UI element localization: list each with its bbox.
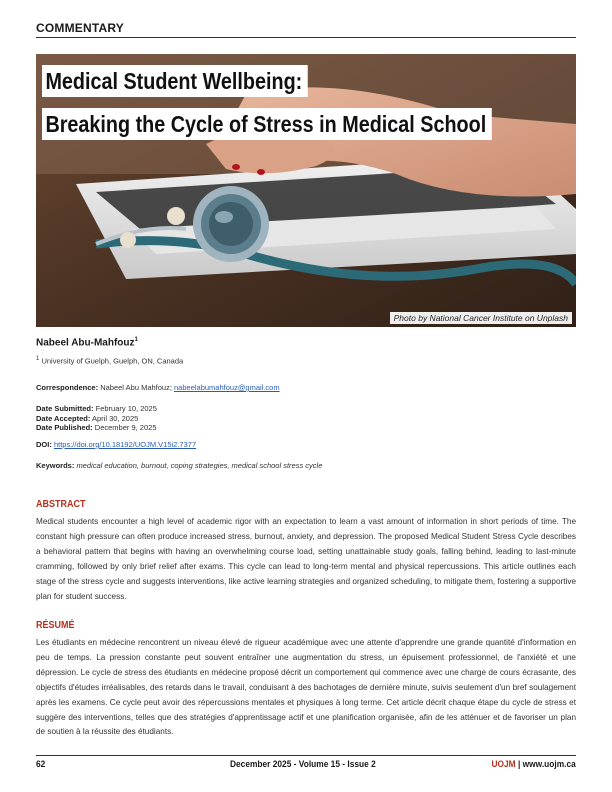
journal-brand: UOJM: [491, 759, 516, 770]
date-published-label: Date Published:: [36, 423, 93, 432]
hero-image: [36, 54, 576, 327]
author-name: [36, 337, 138, 348]
bottom-divider: [36, 755, 576, 756]
affiliation: [36, 356, 183, 366]
abstract-text: Medical students encounter a high level of academic rigor with an expectation to learn a vast amount of information in short periods of time. The constant high pressure can often produce increased stress, burnout, anxiety, and depression. The proposed Medical Student Stress Cycle describes a behavioral pattern that begins with having an overwhelming course load, setting unattainable study goals, falling behind, leading to last-minute cramming, followed by only brief relief after exams. This cycle can lead to long-term mental and physical repercussions. This article outlines each stage of the stress cycle and suggests interventions, like active learning strategies and organized scheduling, to mitigate them, fostering a supportive plan for student success.: [36, 517, 576, 601]
resume-text: Les étudiants en médecine rencontrent un niveau élevé de rigueur académique avec une attente d'apprendre une grande quantité d'information en peu de temps. La pression constante peut souvent entraîner une augmentation du stress, un épuisement professionnel, de l'anxiété et une dépression. Le cycle de stress des étudiants en médecine proposé décrit un comportement qui commence avec une charge de cours écrasante, des objectifs d'études irréalisables, des retards dans le travail, conduisant à des bachotages de dernière minute, suivis seulement d'un bref soulagement après les examens. Ce cycle peut avoir des répercussions mentales et physiques à long terme. Cet article décrit chaque étape du cycle de stress et suggère des interventions, telles que des stratégies d'apprentissage actif et une planification organisée, afin de les atténuer et de favoriser un plan de soutien à la réussite des étudiants.: [36, 638, 576, 737]
affiliation-text: University of Guelph, Guelph, ON, Canada: [41, 356, 184, 366]
article-title-line-1: Medical Student Wellbeing:: [42, 65, 307, 97]
date-submitted-value: February 10, 2025: [95, 404, 157, 413]
keywords-value: medical education, burnout, coping strategies, medical school stress cycle: [76, 461, 323, 470]
keywords: [36, 461, 322, 471]
correspondence-name: Nabeel Abu Mahfouz;: [100, 383, 172, 392]
doi-link[interactable]: https://doi.org/10.18192/UOJM.V15i2.7377: [53, 440, 197, 449]
date-published-value: December 9, 2025: [94, 423, 157, 432]
keywords-label: Keywords:: [36, 461, 75, 470]
date-published: [36, 423, 157, 433]
author-name-text: Nabeel Abu-Mahfouz: [36, 337, 135, 349]
section-label: COMMENTARY: [36, 21, 124, 35]
article-title-line-2: Breaking the Cycle of Stress in Medical School: [42, 108, 491, 140]
correspondence-label: Correspondence:: [36, 383, 99, 392]
footer-separator: |: [515, 759, 523, 770]
doi-label: DOI:: [36, 440, 52, 449]
abstract-heading: ABSTRACT: [36, 499, 86, 510]
correspondence-email-link[interactable]: nabeelabumahfouz@gmail.com: [174, 383, 280, 392]
correspondence: [36, 383, 280, 393]
date-submitted: [36, 404, 157, 414]
author-affiliation-marker: 1: [134, 337, 138, 343]
date-accepted: [36, 414, 157, 424]
date-accepted-label: Date Accepted:: [36, 413, 91, 423]
dates-block: [36, 404, 157, 433]
page-number: 62: [36, 759, 46, 770]
journal-footer: [492, 759, 576, 770]
resume-heading: RÉSUMÉ: [36, 620, 75, 631]
doi: [36, 440, 196, 450]
date-accepted-value: April 30, 2025: [92, 413, 139, 423]
journal-website-link[interactable]: www.uojm.ca: [522, 759, 576, 770]
photo-credit: Photo by National Cancer Institute on Unplash: [390, 312, 572, 324]
issue-info: December 2025 - Volume 15 - Issue 2: [230, 759, 376, 770]
date-submitted-label: Date Submitted:: [36, 404, 94, 413]
top-divider: [36, 37, 576, 38]
affiliation-marker: 1: [36, 356, 40, 362]
